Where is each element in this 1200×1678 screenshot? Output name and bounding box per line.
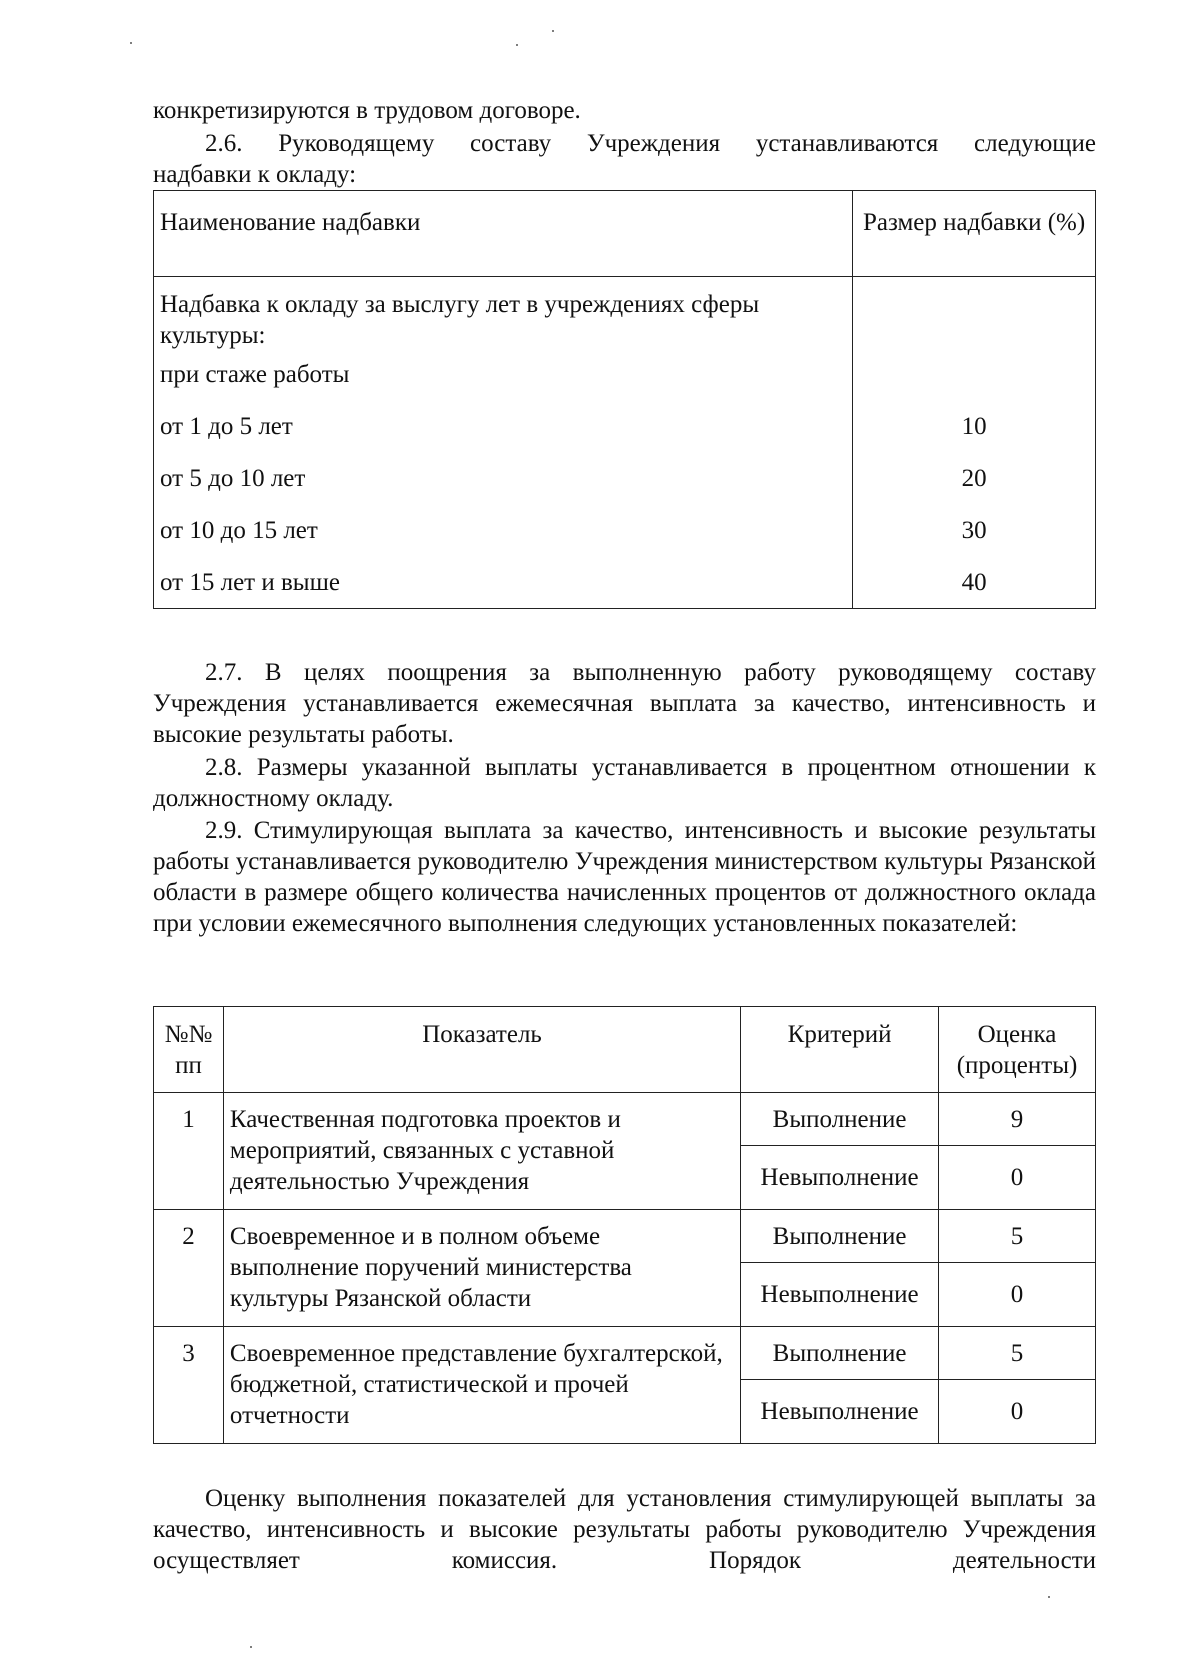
clause-2-9: 2.9. Стимулирующая выплата за качество, интенсивность и высокие результаты работы устанавливается руководителю Учреждения министерством культуры Рязанской области в размере общего количества начисленных процентов от должностного оклада при условии ежемесячного выполнения следующих установленных показателей: <box>153 817 1096 937</box>
scan-speck <box>552 30 554 32</box>
allowance-body-row <box>154 277 1096 609</box>
indicator-num: 2 <box>154 1210 224 1327</box>
criterion-fulfilled: Выполнение <box>741 1093 939 1146</box>
scan-speck <box>1048 1596 1050 1598</box>
indicator-num: 1 <box>154 1093 224 1210</box>
criterion-unfulfilled: Невыполнение <box>741 1380 939 1444</box>
closing-paragraph: Оценку выполнения показателей для установления стимулирующей выплаты за качество, интенсивность и высокие результаты работы руководителю Учреждения осуществляет комиссия. Порядок деятельности <box>153 1485 1096 1574</box>
allowance-labels-cell <box>154 277 853 609</box>
header-name-cell: Наименование надбавки <box>154 191 853 277</box>
indicator-num: 3 <box>154 1327 224 1444</box>
tenure-row-value: 10 <box>961 413 987 440</box>
group-title: Надбавка к окладу за выслугу лет в учреждениях сферы культуры: <box>160 291 760 349</box>
subtitle: при стаже работы <box>160 361 350 388</box>
score-fulfilled: 5 <box>939 1210 1096 1263</box>
score-unfulfilled: 0 <box>939 1380 1096 1444</box>
allowance-header-row <box>154 191 1096 277</box>
header-size-cell: Размер надбавки (%) <box>853 191 1096 277</box>
score-fulfilled: 9 <box>939 1093 1096 1146</box>
criterion-unfulfilled: Невыполнение <box>741 1146 939 1210</box>
score-unfulfilled: 0 <box>939 1146 1096 1210</box>
clause-2-6-line1: 2.6. Руководящему составу Учреждения устанавливаются следующие <box>205 130 1096 157</box>
indicators-header-row <box>154 1007 1096 1093</box>
clause-2-7: 2.7. В целях поощрения за выполненную работу руководящему составу Учреждения устанавливается ежемесячная выплата за качество, интенсивность и высокие результаты работы. <box>153 659 1096 748</box>
tenure-row-label: от 5 до 10 лет <box>160 465 306 492</box>
allowance-table <box>153 190 1096 609</box>
tenure-row-value: 20 <box>961 465 987 492</box>
tenure-row-label: от 1 до 5 лет <box>160 413 293 440</box>
clause-2-8: 2.8. Размеры указанной выплаты устанавливается в процентном отношении к должностному окладу. <box>153 754 1096 812</box>
tenure-row-value: 40 <box>961 569 987 596</box>
clause-2-6-line2: надбавки к окладу: <box>153 161 357 188</box>
indicators-table <box>153 1006 1096 1444</box>
tenure-row-label: от 15 лет и выше <box>160 569 340 596</box>
header-criterion-cell: Критерий <box>741 1007 939 1093</box>
top-continuation: конкретизируются в трудовом договоре. <box>153 97 581 124</box>
indicator-text: Качественная подготовка проектов и мероприятий, связанных с уставной деятельностью Учреждения <box>223 1093 740 1210</box>
criterion-fulfilled: Выполнение <box>741 1210 939 1263</box>
header-indicator-cell: Показатель <box>223 1007 740 1093</box>
criterion-fulfilled: Выполнение <box>741 1327 939 1380</box>
scan-speck <box>130 42 132 44</box>
header-num-cell: №№ пп <box>154 1007 224 1093</box>
allowance-values-cell <box>853 277 1096 609</box>
score-fulfilled: 5 <box>939 1327 1096 1380</box>
score-unfulfilled: 0 <box>939 1263 1096 1327</box>
indicator-row <box>154 1327 1096 1380</box>
header-score-cell: Оценка (проценты) <box>939 1007 1096 1093</box>
tenure-row-value: 30 <box>961 517 987 544</box>
indicator-text: Своевременное представление бухгалтерской, бюджетной, статистической и прочей отчетности <box>223 1327 740 1444</box>
tenure-row-label: от 10 до 15 лет <box>160 517 318 544</box>
indicator-row <box>154 1093 1096 1146</box>
scan-speck <box>250 1646 252 1648</box>
criterion-unfulfilled: Невыполнение <box>741 1263 939 1327</box>
scan-speck <box>516 44 518 46</box>
indicator-row <box>154 1210 1096 1263</box>
indicator-text: Своевременное и в полном объеме выполнение поручений министерства культуры Рязанской области <box>223 1210 740 1327</box>
